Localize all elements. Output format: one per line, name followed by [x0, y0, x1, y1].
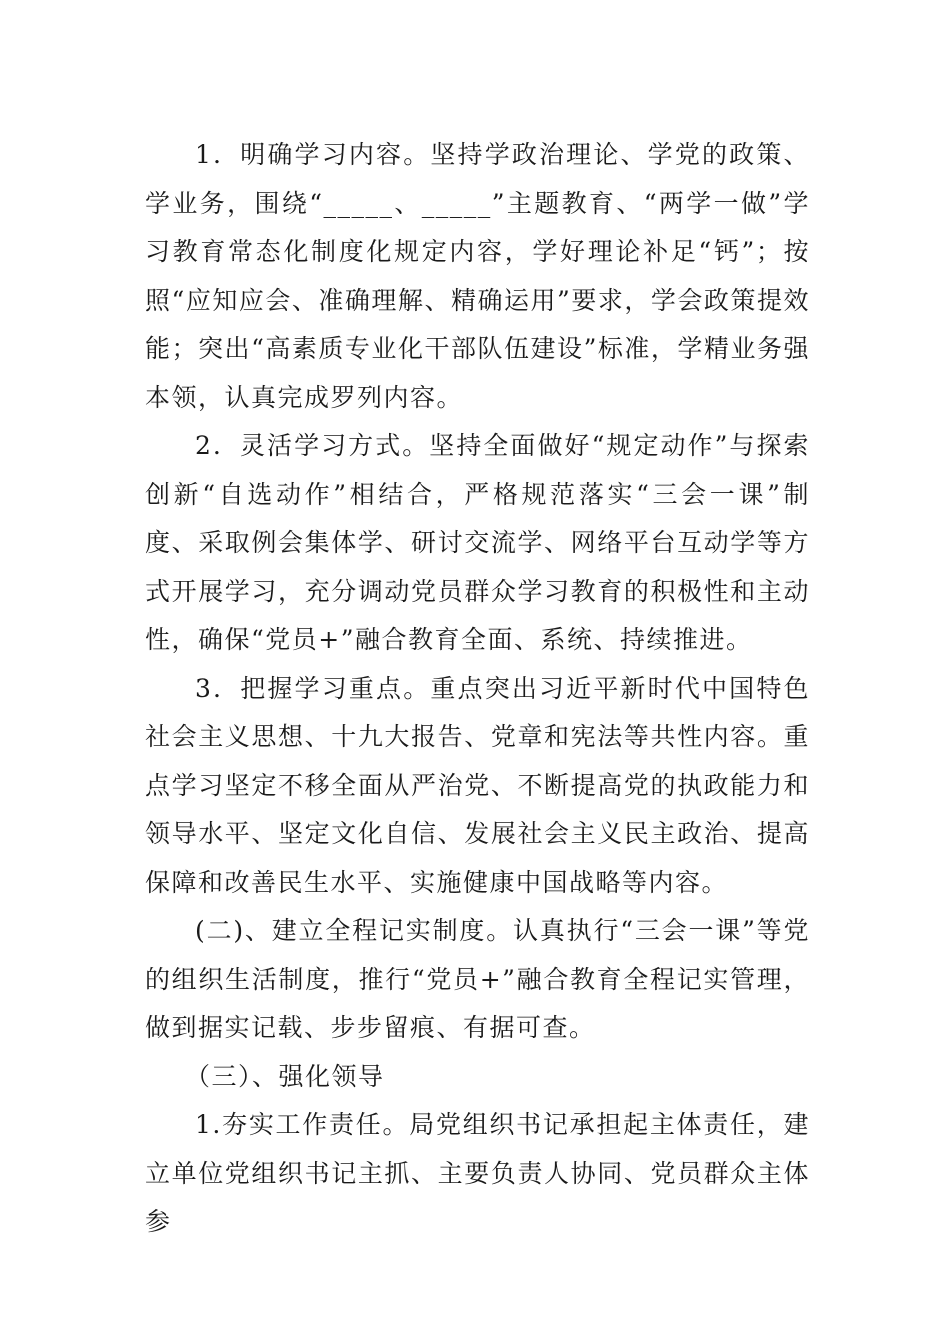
paragraph-learning-content: 1．明确学习内容。坚持学政治理论、学党的政策、学业务，围绕“_____、_____”主题教育、“两学一做”学习教育常态化制度化规定内容，学好理论补足“钙”；按照“应知应会、准确理解、精确运用”要求，学会政策提效能；突出“高素质专业化干部队伍建设”标准，学精业务强本领，认真完成罗列内容。	[145, 140, 810, 412]
paragraph-learning-method: 2．灵活学习方式。坚持全面做好“规定动作”与探索创新“自选动作”相结合，严格规范落实“三会一课”制度、采取例会集体学、研讨交流学、网络平台互动学等方式开展学习，充分调动党员群众学习教育的积极性和主动性，确保“党员+”融合教育全面、系统、持续推进。	[145, 431, 810, 654]
paragraph-work-responsibility: 1.夯实工作责任。局党组织书记承担起主体责任，建立单位党组织书记主抓、主要负责人协同、党员群众主体参	[145, 1110, 810, 1236]
paragraph-learning-focus: 3．把握学习重点。重点突出习近平新时代中国特色社会主义思想、十九大报告、党章和宪法等共性内容。重点学习坚定不移全面从严治党、不断提高党的执政能力和领导水平、坚定文化自信、发展社会主义民主政治、提高保障和改善民生水平、实施健康中国战略等内容。	[145, 673, 810, 897]
paragraph-record-system: (二)、建立全程记实制度。认真执行“三会一课”等党的组织生活制度，推行“党员+”融合教育全程记实管理，做到据实记载、步步留痕、有据可查。	[145, 916, 810, 1042]
section-heading-leadership: （三）、强化领导	[185, 1061, 385, 1091]
